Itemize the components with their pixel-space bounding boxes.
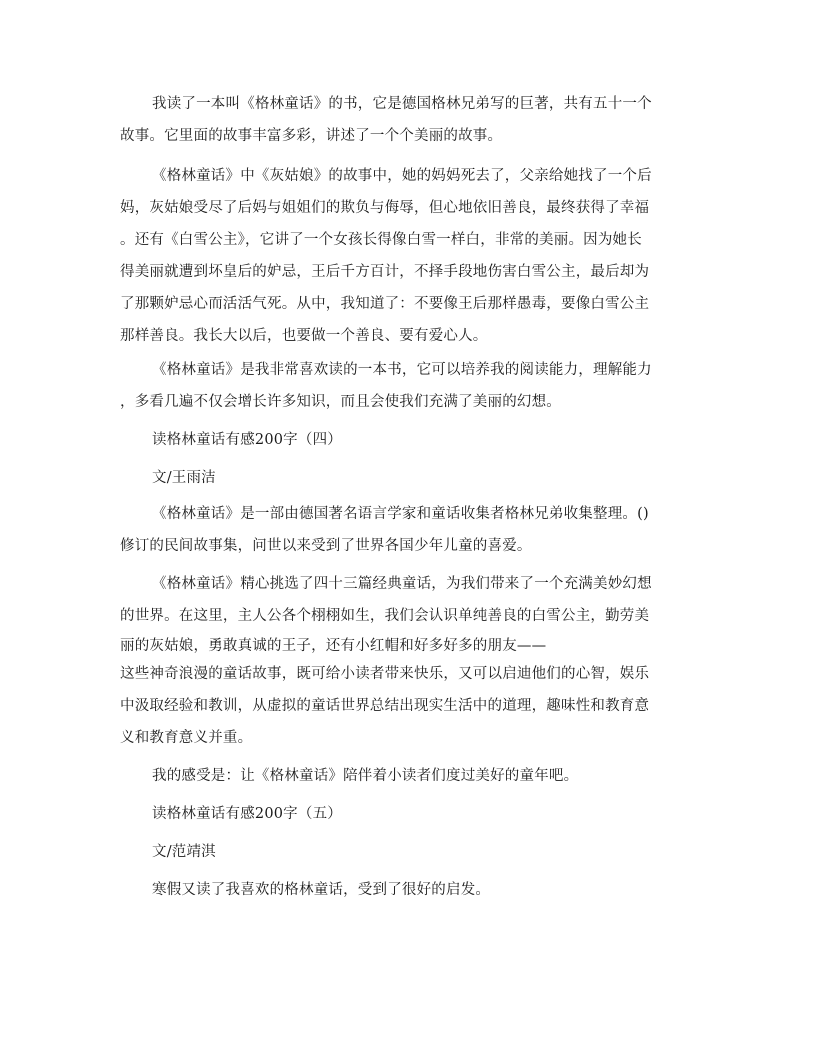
text-line: 寒假又读了我喜欢的格林童话，受到了很好的启发。 (152, 882, 491, 898)
text-line: 我的感受是：让《格林童话》陪伴着小读者们度过美好的童年吧。 (152, 768, 579, 784)
text-line: 那样善良。我长大以后，也要做一个善良、要有爱心人。 (120, 328, 488, 344)
author-line: 文/范靖淇 (152, 844, 216, 860)
text-line: 这些神奇浪漫的童话故事，既可给小读者带来快乐，又可以启迪他们的心智，娱乐 (120, 666, 650, 682)
text-line: 得美丽就遭到坏皇后的妒忌，王后千方百计，不择手段地伤害白雪公主，最后却为 (120, 264, 650, 280)
text-line: 《格林童话》是我非常喜欢读的一本书，它可以培养我的阅读能力，理解能力 (152, 362, 652, 378)
text-line: 《格林童话》中《灰姑娘》的故事中，她的妈妈死去了，父亲给她找了一个后 (152, 168, 652, 184)
text-line: 修订的民间故事集，问世以来受到了世界各国少年儿童的喜爱。 (120, 538, 532, 554)
text-line: 丽的灰姑娘，勇敢真诚的王子，还有小红帽和好多好多的朋友—— (120, 638, 547, 654)
text-line: 《格林童话》精心挑选了四十三篇经典童话，为我们带来了一个充满美妙幻想 (152, 576, 652, 592)
text-line: 妈，灰姑娘受尽了后妈与姐姐们的欺负与侮辱，但心地依旧善良，最终获得了幸福 (120, 200, 650, 216)
section-heading: 读格林童话有感200字（四） (152, 432, 342, 448)
text-line: 了那颗妒忌心而活活气死。从中，我知道了：不要像王后那样愚毒，要像白雪公主 (120, 296, 650, 312)
text-line: 的世界。在这里，主人公各个栩栩如生，我们会认识单纯善良的白雪公主，勤劳美 (120, 608, 650, 624)
text-line: 我读了一本叫《格林童话》的书，它是德国格林兄弟写的巨著，共有五十一个 (152, 96, 652, 112)
author-line: 文/王雨洁 (152, 470, 216, 486)
section-heading: 读格林童话有感200字（五） (152, 806, 342, 822)
text-line: 故事。它里面的故事丰富多彩，讲述了一个个美丽的故事。 (120, 128, 503, 144)
text-line: 义和教育意义并重。 (120, 730, 253, 746)
text-line: 中汲取经验和教训，从虚拟的童话世界总结出现实生活中的道理，趣味性和教育意 (120, 698, 650, 714)
text-line: 《格林童话》是一部由德国著名语言学家和童话收集者格林兄弟收集整理。() (152, 506, 649, 522)
text-line: 。还有《白雪公主》，它讲了一个女孩长得像白雪一样白，非常的美丽。因为她长 (120, 232, 642, 248)
text-line: ，多看几遍不仅会增长许多知识，而且会使我们充满了美丽的幻想。 (120, 394, 561, 410)
